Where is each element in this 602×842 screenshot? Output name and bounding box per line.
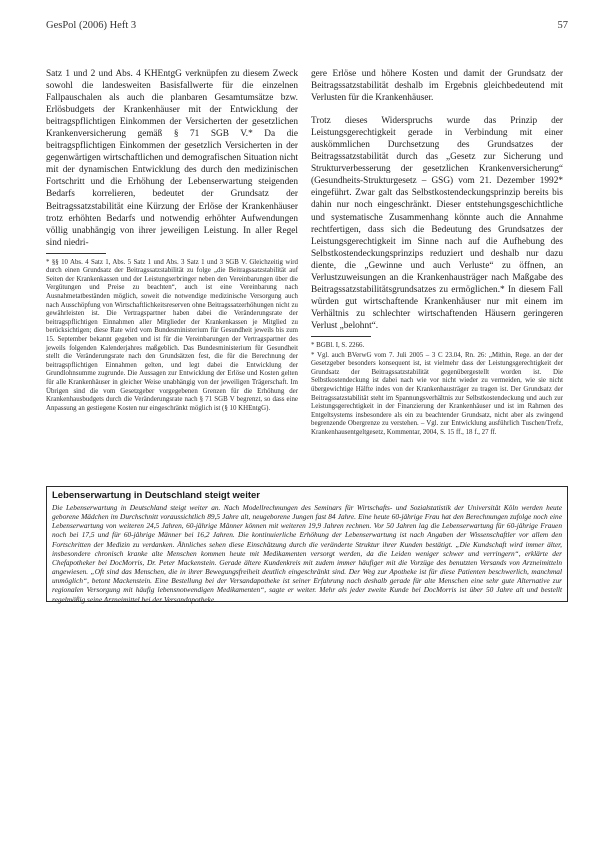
- footnote-divider: [46, 253, 106, 254]
- running-title: GesPol (2006) Heft 3: [46, 20, 137, 31]
- footnote: * BGBl. I, S. 2266.: [311, 341, 365, 349]
- body-paragraph: Trotz dieses Widerspruchs wurde das Prinzip der Leistungsgerechtigkeit gerade in Verbindung mit einer auskömmlichen Durchsetzung des Grundsatzes der Beitragssatzstabilität durch das „Gesetz zur Sicherung und Strukturverbesserung der gesetzlichen Krankenversicherung“ (Gesundheits-Strukturgesetz – GSG) vom 21. Dezember 1992* eingeführt. Zwar galt das Selbstkostendeckungsprinzip bereits bis dahin nur noch eingeschränkt. Dieser entstehungsgeschichtliche und systematische Zusammenhang könnte auch die Annahme rechtfertigen, dass sich die Bedeutung des Grundsatzes der Leistungsgerechtigkeit im Sinne nach auf die Aufhebung des Selbstkostendeckungsprinzips reduziert und deshalb nur dazu diente, die „Gewinne und auch Verluste“ zu öffnen, an Verlustzuweisungen an die Krankenhausträger nach Maßgabe des Beitragssatzstabilitätsgrundsatzes zu ermöglichen.* In diesem Fall würden gut wirtschaftende Krankenhäuser nur mit einem im Verhältnis zu schlechter wirtschaftenden Häusern geringeren Verlust „belohnt“.: [311, 116, 563, 331]
- footnotes-right: [311, 342, 563, 438]
- footnote: * §§ 10 Abs. 4 Satz 1, Abs. 5 Satz 1 und Abs. 3 Satz 1 und 3 SGB V. Gleichzeitig wird durch einen Grundsatz der Beitragssatzstabilität zu folge „die Beitragssatzstabilität auf Seiten der Krankenkassen und der Leistungserbringer neben den Vereinbarungen über die Vergütungen und Preise zu beachten“, auch ist eine Vereinbarung nach Ausnahmetatbeständen möglich, soweit die notwendige medizinische Versorgung auch nach Ausschöpfung von Wirtschaftlichkeitsreserven ohne Beitragssatzerhöhungen nicht zu gewährleisten ist. Die Vertragspartner haben dabei die Veränderungsrate der beitragspflichtigen Einnahmen aller Mitglieder der Krankenkassen je Mitglied zu berücksichtigen; diese Rate wird vom Bundesministerium für Gesundheit jeweils bis zum 15. September bekannt gegeben und ist für die Vereinbarungen der Vertragspartner des jeweils folgenden Kalenderjahres maßgeblich. Das Bundesministerium für Gesundheit stellt die Veränderungsrate nach den Grundsätzen fest, die für die Berechnung der beitragspflichtigen Einnahmen gelten, und legt dabei die Entwicklung der Grundlohnsumme zugrunde. Die Aussagen zur Entwicklung der Erlöse und Kosten gelten für alle Krankenhäuser in gleicher Weise unabhängig von der jeweiligen Trägerschaft. Im Übrigen sind die vom Gesetzgeber vorgegebenen Grenzen für die Erhöhung der Krankenhausbudgets durch die Veränderungsrate nach § 71 SGB V begrenzt, so dass eine Anpassung an gestiegene Kosten nur eingeschränkt möglich ist (§ 10 KHEntgG).: [46, 258, 298, 412]
- footnote: * Vgl. auch BVerwG vom 7. Juli 2005 – 3 C 23.04, Rn. 26: „Mithin, Rege. an der der Gesetzgeber besonders konsequent ist, ist vielmehr dass der Leistungsgerechtigkeit der Grundsatz der Beitragssatzstabilität gegenübergestellt worden ist. Die Selbstkostendeckung ist dabei nach wie vor nicht wieder zu vermeiden, wie sie nicht übergewichtige Hälfte indes von der Krankenhausträger zu tragen ist. Der Grundsatz der Beitragssatzstabilität steht im Spannungsverhältnis zur Selbstkostendeckung und auch zur Leistungsgerechtigkeit in der Finanzierung der Krankenhäuser und ist im Rahmen des Entgeltsystems insbesondere als ein zu beachtender Grundsatz, nicht aber als zwingend begrenzende Obergrenze zu verstehen. – Vgl. zur Entwicklung ausführlich Tuschen/Trefz, Krankenhausentgeltgesetz, Kommentar, 2004, S. 15 ff., 18 f., 27 ff.: [311, 351, 563, 436]
- paragraph-gap: [311, 104, 563, 115]
- body-paragraph: gere Erlöse und höhere Kosten und damit der Grundsatz der Beitragssatzstabilität deshalb im Ergebnis gleichbedeutend mit Verlusten für die Krankenhäuser.: [311, 69, 563, 104]
- info-box-title: Lebenserwartung in Deutschland steigt weiter: [52, 490, 260, 501]
- footnote-divider: [311, 336, 371, 337]
- right-column: [311, 68, 563, 439]
- body-paragraph: Satz 1 und 2 und Abs. 4 KHEntgG verknüpfen zu diesem Zweck sowohl die landesweiten Basisfallwerte für die einzelnen Fallpauschalen als auch die planbaren Gesamtumsätze bzw. Erlösbudgets der Krankenhäuser mit der Entwicklung der beitragspflichtigen Einkommen der Versicherten der gesetzlichen Krankenversicherung gemäß § 71 SGB V.* Da die beitragspflichtigen Einkommen der gesetzlich Versicherten in der gegenwärtigen wirtschaftlichen und demografischen Situation nicht mit der dynamischen Entwicklung des durch den medizinischen Fortschritt und die Erhöhung der Lebenserwartung steigenden Bedarfs korrelieren, bedeutet der Grundsatz der Beitragssatzstabilität eine Kürzung der Erlöse der Krankenhäuser trotz erhöhten Bedarfs und notwendig erhöhter Aufwendungen völlig unabhängig von ihrer jeweiligen Leistung. In aller Regel sind niedri-: [46, 69, 298, 248]
- footnotes-left: [46, 259, 298, 414]
- left-column: [46, 68, 298, 414]
- page-number: 57: [557, 20, 568, 31]
- page-header: [46, 20, 568, 34]
- info-box-text: Die Lebenserwartung in Deutschland steigt weiter an. Nach Modellrechnungen des Seminars für Wirtschafts- und Sozialstatistik der Universität Köln werden heute geborene Mädchen im Durchschnitt voraussichtlich 89,5 Jahre alt, neugeborene Jungen fast 84 Jahre. Eine heute 60-jährige Frau hat den Berechnungen zufolge noch eine Lebenserwartung von weiteren 24,5 Jahren, 60-jährige Männer können mit weiteren 19,9 Jahren rechnen. Vor 50 Jahren lag die Lebenserwartung für 60-jährige Frauen noch bei 17,5 und für 60-jährige Männer bei 16,2 Jahren. Die kontinuierliche Erhöhung der Lebenserwartung ist nach Angaben der Wissenschaftler vor allem den Fortschritten der Medizin zu verdanken. Ähnliches sehen diese Einschätzung durch die veränderte Struktur ihrer Kunden bestätigt. „Die Kundschaft wird immer älter, insbesondere chronisch kranke alte Menschen kommen heute mit Medikamenten versorgt werden, da die Leiden weniger schwer und verringern“, erklärte der Chefapotheker bei DocMorris, Dr. Peter Mackenstein. Gerade ältere Kundenkreis mit zudem immer häufiger mit die Vorzüge des benutzten Versands von Arzneimitteln angewiesen. „Oft sind das Menschen, die in ihrer Bewegungsfreiheit deutlich eingeschränkt sind. Der Weg zur Apotheke ist für diese Patienten beschwerlich, manchmal unmöglich“, betont Mackenstein. Eine Bestellung bei der Versandapotheke ist seiner Erfahrung nach deshalb gerade für alte Menschen eine sehr gute Alternative zur regionalen Versorgung mit häufig lebensnotwendigen Medikamenten“, sagte er weiter. Mehr als jeder zweite Kunde bei DocMorris ist über 50 Jahre alt und bestellt regelmäßig seine Arzneimittel bei der Versandapotheke.: [52, 503, 562, 604]
- info-box: [46, 486, 568, 602]
